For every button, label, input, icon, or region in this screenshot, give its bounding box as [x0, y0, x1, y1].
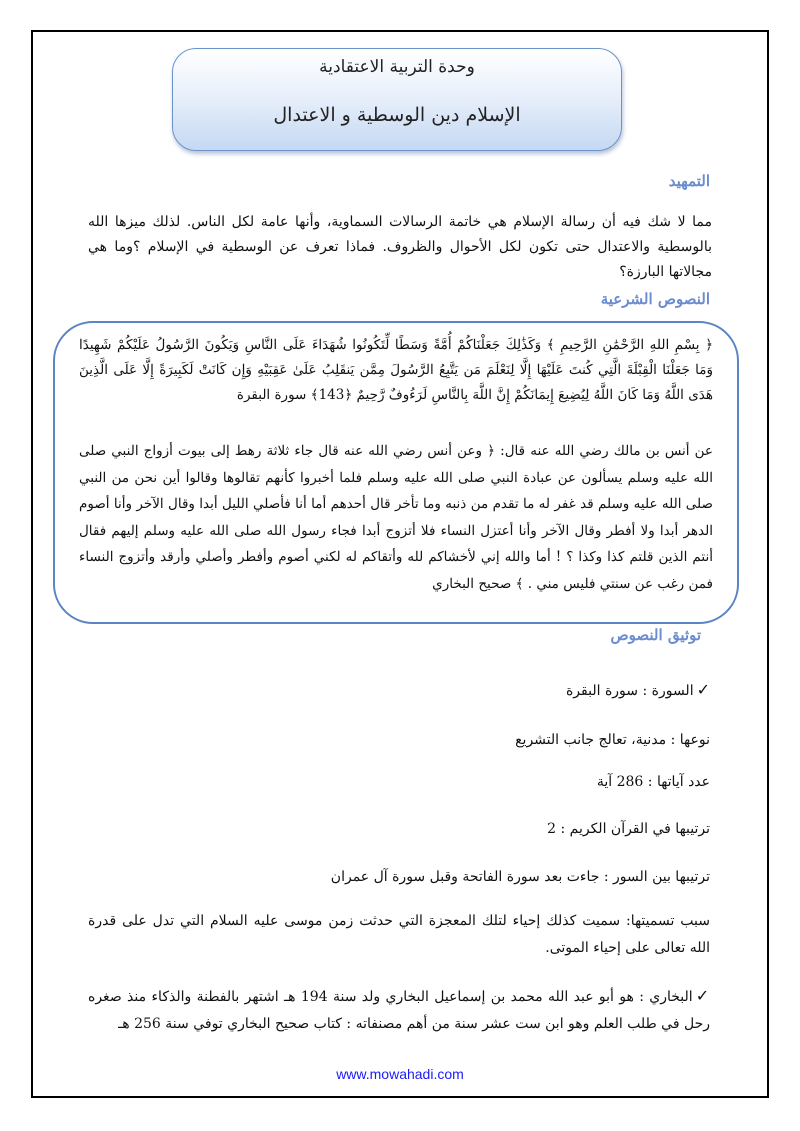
footer-url[interactable]: www.mowahadi.com [336, 1066, 464, 1082]
doc-surah-text: السورة : سورة البقرة [565, 683, 694, 699]
doc-item-verses: عدد آياتها : 286 آية [596, 774, 710, 790]
lesson-title: الإسلام دين الوسطية و الاعتدال [273, 104, 521, 126]
doc-item-surah [566, 678, 710, 703]
unit-title: وحدة التربية الاعتقادية [319, 57, 475, 77]
texts-heading: النصوص الشرعية [600, 290, 710, 308]
check-icon: ✓ [695, 986, 711, 1005]
intro-heading: التمهيد [668, 172, 710, 190]
legal-texts-box [53, 321, 739, 624]
doc-item-bukhari [88, 982, 710, 1038]
quran-verse: ﴿ بِسْمِ اللهِ الرَّحْمَٰنِ الرَّحِيمِ ﴾ وَكَذَٰلِكَ جَعَلْنَاكُمْ أُمَّةً وَسَطًا لِّتَكُونُوا شُهَدَاءَ عَلَى النَّاسِ وَيَكُونَ الرَّسُولُ عَلَيْكُمْ شَهِيدًا وَمَا جَعَلْنَا الْقِبْلَةَ الَّتِي كُنتَ عَلَيْهَا إِلَّا لِنَعْلَمَ مَن يَتَّبِعُ الرَّسُولَ مِمَّن يَنقَلِبُ عَلَىٰ عَقِبَيْهِ وَإِن كَانَتْ لَكَبِيرَةً إِلَّا عَلَى الَّذِينَ هَدَى اللَّهُ وَمَا كَانَ اللَّهُ لِيُضِيعَ إِيمَانَكُمْ إِنَّ اللَّهَ بِالنَّاسِ لَرَءُوفٌ رَّحِيمٌ ﴿143﴾ سورة البقرة [79, 337, 713, 403]
doc-bukhari-text: البخاري : هو أبو عبد الله محمد بن إسماعيل البخاري ولد سنة 194 هـ اشتهر بالفطنة والذكاء منذ صغره رحل في طلب العلم وهو ابن ست عشر سنة من أهم مصنفاته : كتاب صحيح البخاري توفي سنة 256 هـ [88, 989, 710, 1032]
doc-item-naming: سبب تسميتها: سميت كذلك إحياء لتلك المعجزة التي حدثت زمن موسى عليه السلام التي تدل على قدرة الله تعالى على إحياء الموتى. [88, 913, 710, 956]
hadith-text: عن أنس بن مالك رضي الله عنه قال: ﴿ وعن أنس رضي الله عنه قال جاء ثلاثة رهط إلى بيوت أزواج النبي صلى الله عليه وسلم يسألون عن عبادة النبي صلى الله عليه وسلم فلما أخبروا كأنهم تقالوها وقالوا أين نحن من النبي صلى الله عليه وسلم قد غفر له ما تقدم من ذنبه وما تأخر قال أحدهم أما أنا فأصلي الليل أبدا وقال الآخر وأنا أصوم الدهر أبدا ولا أفطر وقال الآخر وأنا أعتزل النساء فلا أتزوج أبدا فجاء رسول الله صلى الله عليه وسلم إليهم فقال أنتم الذين قلتم كذا وكذا ؟ ! أما والله إني لأخشاكم لله وأتقاكم له لكني أصوم وأفطر وأصلي وأرقد وأتزوج النساء فمن رغب عن سنتي فليس مني . ﴾ صحيح البخاري [79, 443, 713, 592]
doc-item-order-between: ترتيبها بين السور : جاءت بعد سورة الفاتحة وقبل سورة آل عمران [330, 869, 710, 885]
doc-item-order-quran: ترتيبها في القرآن الكريم : 2 [547, 821, 710, 837]
check-icon: ✓ [696, 680, 710, 699]
documentation-heading: توثيق النصوص [610, 626, 701, 644]
doc-item-type: نوعها : مدنية، تعالج جانب التشريع [515, 732, 710, 748]
title-banner [172, 48, 622, 151]
intro-paragraph: مما لا شك فيه أن رسالة الإسلام هي خاتمة الرسالات السماوية، وأنها عامة لكل الناس. لذلك ميزها الله بالوسطية والاعتدال حتى تكون لكل الأحوال والظروف. فماذا تعرف عن الوسطية في الإسلام ؟وما هي مجالاتها البارزة؟ [88, 214, 712, 280]
